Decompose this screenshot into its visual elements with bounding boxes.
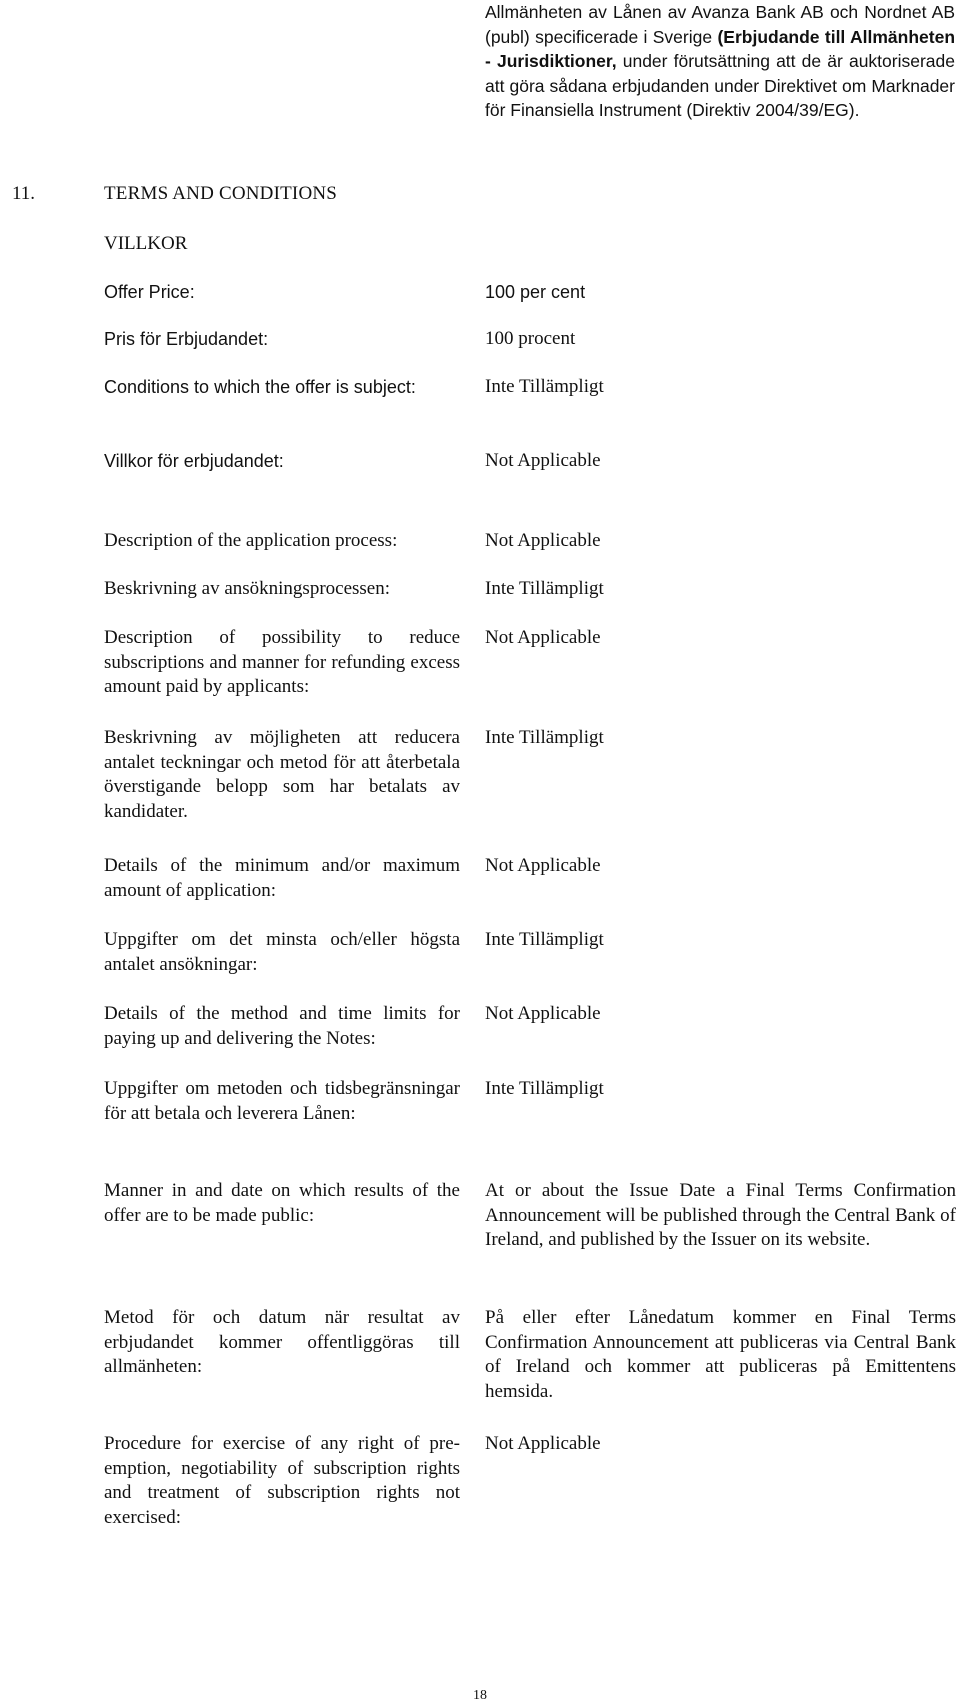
row-value: På eller efter Lånedatum kommer en Final Terms Confirmation Announcement att publiceras via Central Bank of Ireland och kommer att publiceras på Emittentens hemsida. bbox=[485, 1307, 956, 1402]
row-value: Inte Tillämpligt bbox=[485, 929, 604, 950]
row-value: Inte Tillämpligt bbox=[485, 727, 604, 748]
row-label: Description of possibility to reduce subscriptions and manner for refunding excess amount paid by applicants: bbox=[104, 627, 460, 697]
row-value: 100 per cent bbox=[485, 282, 586, 302]
section-number: 11. bbox=[12, 183, 36, 204]
intro-text-part1: Allmänheten av Lånen av Avanza Bank AB och Nordnet AB (publ) specificerade i Sverige bbox=[485, 2, 955, 47]
row-label: Details of the method and time limits for paying up and delivering the Notes: bbox=[104, 1003, 460, 1049]
row-label: Metod för och datum när resultat av erbjudandet kommer offentliggöras till allmänheten: bbox=[104, 1307, 460, 1377]
row-label: Uppgifter om det minsta och/eller högsta antalet ansökningar: bbox=[104, 929, 460, 975]
row-value: Not Applicable bbox=[485, 530, 601, 551]
row-value: Inte Tillämpligt bbox=[485, 1078, 604, 1099]
row-value: 100 procent bbox=[485, 328, 576, 349]
section-title: TERMS AND CONDITIONS bbox=[104, 183, 338, 204]
row-label: Conditions to which the offer is subject: bbox=[104, 377, 416, 397]
row-label: Offer Price: bbox=[104, 282, 195, 302]
row-label: Beskrivning av ansökningsprocessen: bbox=[104, 578, 391, 599]
row-value: Not Applicable bbox=[485, 450, 601, 471]
row-value: Not Applicable bbox=[485, 855, 601, 876]
row-label: Villkor för erbjudandet: bbox=[104, 451, 284, 471]
intro-text-part2: under förutsättning att de är auktoriserade att göra sådana erbjudanden under Direktivet om Marknader för Finansiella Instrument (Direktiv 2004/39/EG). bbox=[485, 51, 955, 120]
intro-text-bold: (Erbjudande till Allmänheten - Jurisdiktioner, bbox=[485, 26, 956, 71]
section-subtitle: VILLKOR bbox=[104, 233, 188, 254]
row-value: At or about the Issue Date a Final Terms Confirmation Announcement will be published through the Central Bank of Ireland, and published by the Issuer on its website. bbox=[485, 1180, 956, 1250]
row-label: Beskrivning av möjligheten att reducera antalet teckningar och metod för att återbetala överstigande belopp som har betalats av kandidater. bbox=[104, 727, 460, 822]
row-label: Procedure for exercise of any right of pre-emption, negotiability of subscription rights and treatment of subscription rights not exercised: bbox=[104, 1433, 460, 1528]
row-value: Inte Tillämpligt bbox=[485, 578, 604, 599]
row-label: Pris för Erbjudandet: bbox=[104, 329, 269, 349]
row-label: Description of the application process: bbox=[104, 530, 398, 551]
row-value: Not Applicable bbox=[485, 1433, 601, 1454]
row-value: Not Applicable bbox=[485, 627, 601, 648]
row-label: Details of the minimum and/or maximum amount of application: bbox=[104, 855, 460, 901]
row-value: Not Applicable bbox=[485, 1003, 601, 1024]
row-label: Manner in and date on which results of the offer are to be made public: bbox=[104, 1180, 460, 1226]
page-number: 18 bbox=[473, 1688, 487, 1703]
row-value: Inte Tillämpligt bbox=[485, 376, 604, 397]
intro-paragraph bbox=[485, 0, 955, 123]
row-label: Uppgifter om metoden och tidsbegränsningar för att betala och leverera Lånen: bbox=[104, 1078, 460, 1124]
